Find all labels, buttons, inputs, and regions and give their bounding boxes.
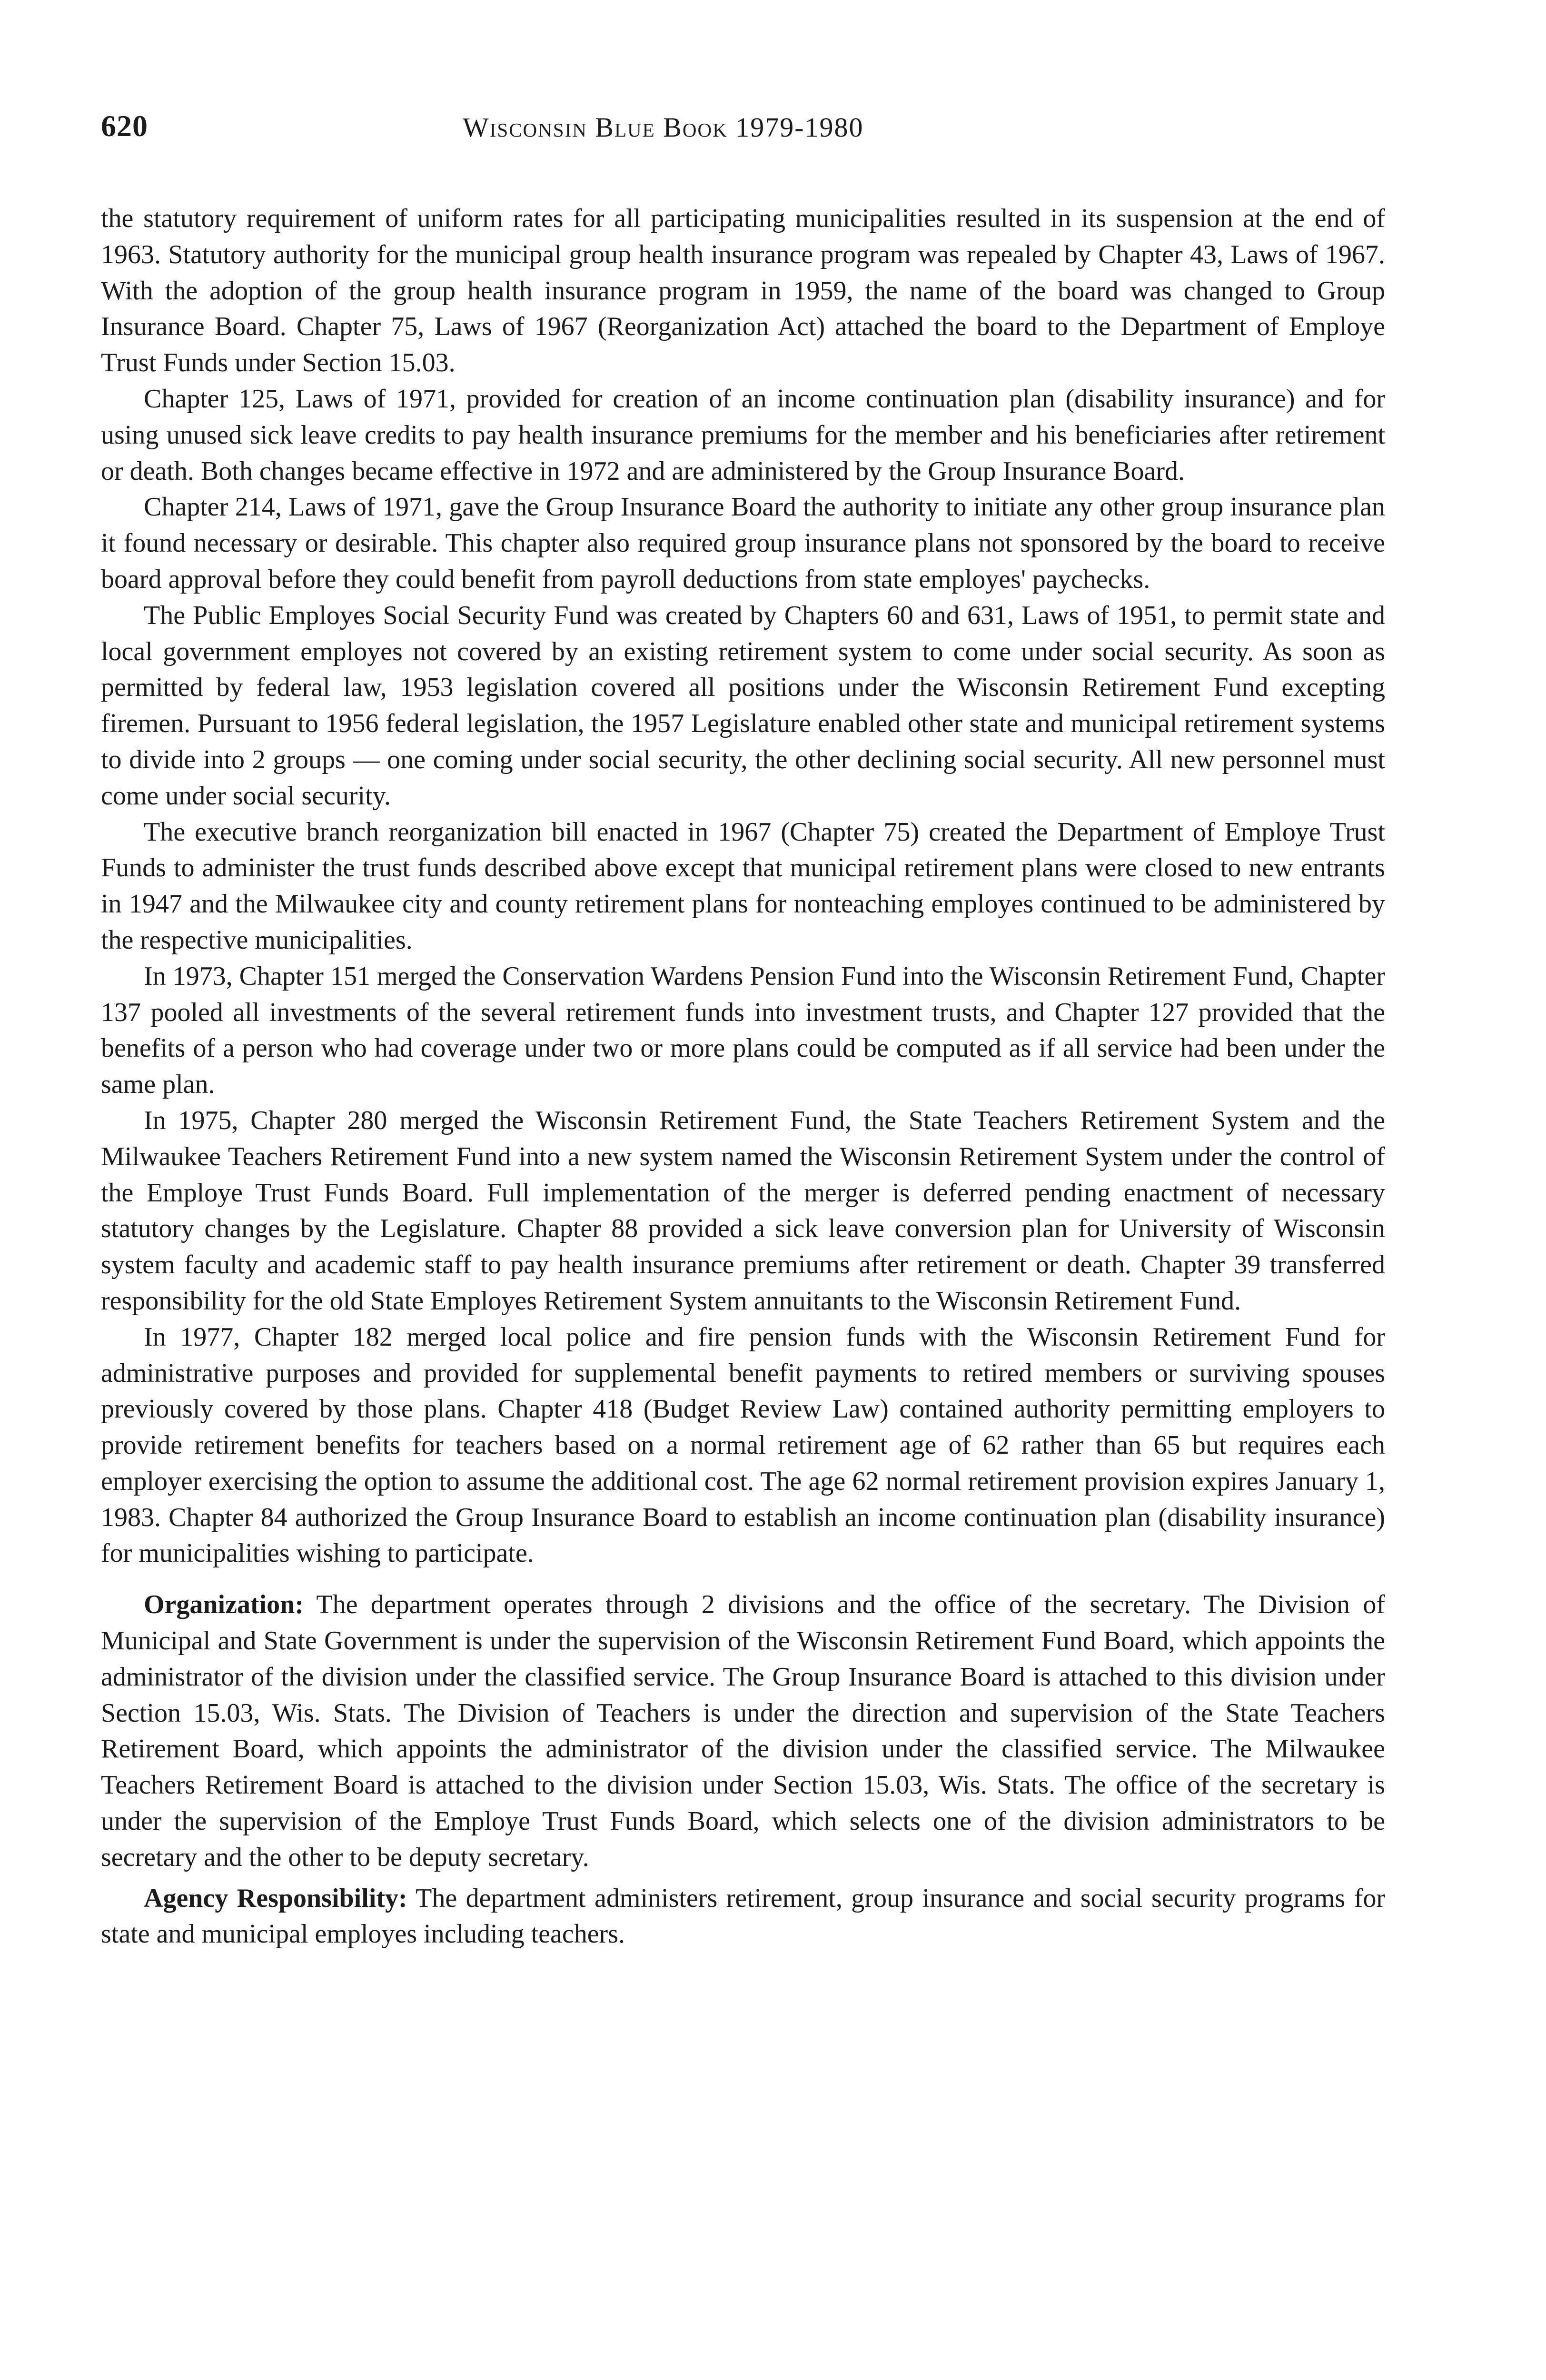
paragraph-continuation: [101, 201, 1385, 381]
paragraph-text: The department operates through 2 divisions and the office of the secretary. The Division of Municipal and State Government is under the supervision of the Wisconsin Retirement Fund Board, which appoints the administrator of the division under the classified service. The Group Insurance Board is attached to this division under Section 15.03, Wis. Stats. The Division of Teachers is under the direction and supervision of the State Teachers Retirement Board, which appoints the administrator of the division under the classified service. The Milwaukee Teachers Retirement Board is attached to the division under Section 15.03, Wis. Stats. The office of the secretary is under the supervision of the Employe Trust Funds Board, which selects one of the division administrators to be secretary and the other to be deputy secretary.: [101, 1590, 1385, 1872]
paragraph-reorganization-1967: [101, 814, 1385, 959]
paragraph-text: Chapter 125, Laws of 1971, provided for creation of an income continuation plan (disability insurance) and for using unused sick leave credits to pay health insurance premiums for the member and his beneficiaries after retirement or death. Both changes became effective in 1972 and are administered by the Group Insurance Board.: [101, 384, 1385, 486]
organization-heading: Organization:: [144, 1590, 304, 1620]
paragraph-1973: [101, 959, 1385, 1103]
agency-responsibility-heading: Agency Responsibility:: [144, 1883, 407, 1913]
paragraph-social-security-fund: [101, 598, 1385, 814]
paragraph-agency-responsibility: [101, 1881, 1385, 1953]
paragraph-text: The executive branch reorganization bill enacted in 1967 (Chapter 75) created the Department of Employe Trust Funds to administer the trust funds described above except that municipal retirement plans were closed to new entrants in 1947 and the Milwaukee city and county retirement plans for nonteaching employes continued to be administered by the respective municipalities.: [101, 817, 1385, 955]
page-number: 620: [101, 109, 148, 143]
paragraph-text: In 1975, Chapter 280 merged the Wisconsin Retirement Fund, the State Teachers Retirement System and the Milwaukee Teachers Retirement Fund into a new system named the Wisconsin Retirement System under the control of the Employe Trust Funds Board. Full implementation of the merger is deferred pending enactment of necessary statutory changes by the Legislature. Chapter 88 provided a sick leave conversion plan for University of Wisconsin system faculty and academic staff to pay health insurance premiums after retirement or death. Chapter 39 transferred responsibility for the old State Employes Retirement System annuitants to the Wisconsin Retirement Fund.: [101, 1105, 1385, 1316]
paragraph-chapter-214: [101, 489, 1385, 597]
paragraph-1977: [101, 1319, 1385, 1572]
page-header: [101, 109, 1386, 151]
paragraph-text: Chapter 214, Laws of 1971, gave the Group Insurance Board the authority to initiate any other group insurance plan it found necessary or desirable. This chapter also required group insurance plans not sponsored by the board to receive board approval before they could benefit from payroll deductions from state employes' paychecks.: [101, 492, 1385, 594]
paragraph-1975: [101, 1103, 1385, 1319]
paragraph-text: In 1977, Chapter 182 merged local police and fire pension funds with the Wisconsin Retirement Fund for administrative purposes and provided for supplemental benefit payments to retired members or surviving spouses previously covered by those plans. Chapter 418 (Budget Review Law) contained authority permitting employers to provide retirement benefits for teachers based on a normal retirement age of 62 rather than 65 but requires each employer exercising the option to assume the additional cost. The age 62 normal retirement provision expires January 1, 1983. Chapter 84 authorized the Group Insurance Board to establish an income continuation plan (disability insurance) for municipalities wishing to participate.: [101, 1322, 1385, 1568]
paragraph-text: The department administers retirement, group insurance and social security programs for state and municipal employes including teachers.: [101, 1883, 1385, 1949]
paragraph-text: In 1973, Chapter 151 merged the Conservation Wardens Pension Fund into the Wisconsin Retirement Fund, Chapter 137 pooled all investments of the several retirement funds into investment trusts, and Chapter 127 provided that the benefits of a person who had coverage under two or more plans could be computed as if all service had been under the same plan.: [101, 961, 1385, 1100]
paragraph-chapter-125: [101, 381, 1385, 489]
paragraph-text: the statutory requirement of uniform rates for all participating municipalities resulted in its suspension at the end of 1963. Statutory authority for the municipal group health insurance program was repealed by Chapter 43, Laws of 1967. With the adoption of the group health insurance program in 1959, the name of the board was changed to Group Insurance Board. Chapter 75, Laws of 1967 (Reorganization Act) attached the board to the Department of Employe Trust Funds under Section 15.03.: [101, 204, 1385, 378]
paragraph-organization: [101, 1587, 1385, 1875]
paragraph-text: The Public Employes Social Security Fund was created by Chapters 60 and 631, Laws of 1951, to permit state and local government employes not covered by an existing retirement system to come under social security. As soon as permitted by federal law, 1953 legislation covered all positions under the Wisconsin Retirement Fund excepting firemen. Pursuant to 1956 federal legislation, the 1957 Legislature enabled other state and municipal retirement systems to divide into 2 groups — one coming under social security, the other declining social security. All new personnel must come under social security.: [101, 600, 1385, 811]
running-head: Wisconsin Blue Book 1979-1980: [463, 112, 864, 143]
body-text: [101, 201, 1385, 1953]
